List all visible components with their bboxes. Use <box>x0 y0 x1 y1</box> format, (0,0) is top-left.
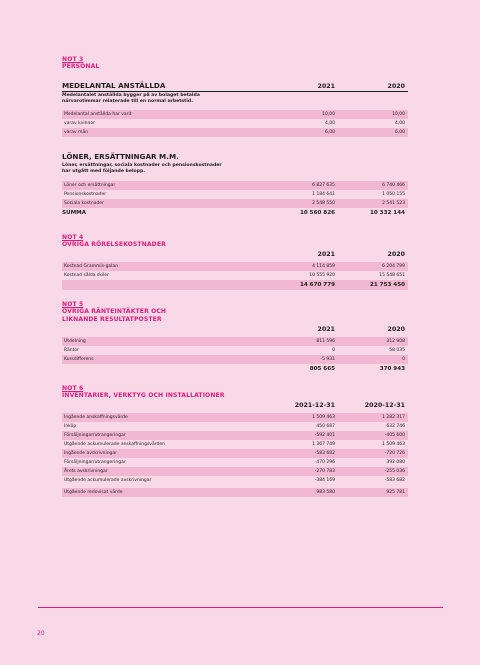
salaries-table <box>62 181 408 218</box>
table-row: Utgående ackumulerade anskaffningsvärden 1 367 749 1 509 463 <box>64 442 405 447</box>
staff-title: MEDELANTAL ANSTÄLLDA <box>62 81 166 90</box>
table-row: Räntor 0 58 035 <box>64 348 405 353</box>
note-6-final-row: Utgående redovisat värde 983 580 925 781 <box>62 488 408 497</box>
table-row: Ingående avskrivningar -583 682 -720 726 <box>62 449 408 458</box>
note-5-number: NOT 5 <box>62 301 84 308</box>
table-row: varav kvinnor 4,00 4,00 <box>64 121 405 126</box>
note-5-title-line1: ÖVRIGA RÄNTEINTÄKTER OCH <box>62 308 167 316</box>
staff-description-line1: Medelantalet anställda bygger på av bolaget betalda <box>62 93 200 98</box>
table-row: Utdelning 811 596 312 908 <box>62 337 408 346</box>
note-6-header: 2021-12-31 2020-12-31 <box>294 402 405 409</box>
table-row: Löner och ersättningar 6 827 635 6 740 466 <box>62 181 408 190</box>
note-4-header: 2021 2020 <box>317 251 405 258</box>
note-6-number: NOT 6 <box>62 385 84 392</box>
staff-year-2021: 2021 <box>317 83 335 90</box>
table-row: Ingående anskaffningsvärde 1 509 463 1 282 317 <box>62 413 408 422</box>
salaries-total-row: SUMMA 10 560 826 10 332 144 <box>62 210 405 216</box>
table-row: Försäljningar/utrangeringar 470 296 392 080 <box>64 460 405 465</box>
table-row: varav män 6,00 6,00 <box>62 128 408 137</box>
table-row: Kursdifferens -5 931 0 <box>62 355 408 364</box>
note-5-header: 2021 2020 <box>317 326 405 333</box>
note-3-number: NOT 3 <box>62 56 84 63</box>
staff-year-2020: 2020 <box>387 83 405 90</box>
staff-header <box>62 81 408 92</box>
staff-description-line2: närvarotimmar relaterade till en normal arbetstid. <box>62 98 193 104</box>
table-row: Pensionskostnader 1 184 641 1 050 155 <box>64 192 405 197</box>
table-row: Försäljningar/utrangeringar -592 401 -405 600 <box>62 431 408 440</box>
note-3-title: PERSONAL <box>62 63 100 71</box>
note-4-title: ÖVRIGA RÖRELSEKOSTNADER <box>62 241 166 249</box>
note-4-number: NOT 4 <box>62 234 84 241</box>
note-6-title: INVENTARIER, VERKTYG OCH INSTALLATIONER <box>62 392 225 400</box>
note-5-table <box>62 337 408 374</box>
note-5-total-row: 805 665 370 943 <box>309 366 405 372</box>
table-row: Medelantal anställda har varit 10,00 10,00 <box>62 110 408 119</box>
note-4-total-row: 14 670 779 21 753 450 <box>62 280 408 290</box>
table-row: Kostnad sålda skiler 10 555 920 15 548 651 <box>64 273 405 278</box>
note-4-table <box>62 262 408 290</box>
note-5-title-line2: LIKNANDE RESULTATPOSTER <box>62 315 162 323</box>
table-row: Kostnad Grammis-galan 4 114 859 6 204 799 <box>62 262 408 271</box>
page-number: 20 <box>37 630 45 637</box>
salaries-description-line1: Löner, ersättningar, sociala kostnader och pensionskostnader <box>62 163 222 168</box>
salaries-title: LÖNER, ERSÄTTNINGAR M.M. <box>62 152 179 161</box>
salaries-description-line2: har utgått med följande belopp. <box>62 168 146 174</box>
table-row: Årets avskrivningar -270 783 -255 036 <box>62 467 408 476</box>
table-row: Inköp 450 687 632 746 <box>64 424 405 429</box>
table-row: Sociala kostnader 2 548 550 2 541 523 <box>62 199 408 208</box>
table-row: Utgående ackumulerade avskrivningar -384 169 -583 682 <box>64 478 405 483</box>
note-6-table <box>62 413 408 497</box>
footer-divider <box>38 607 443 608</box>
staff-table <box>62 110 408 137</box>
